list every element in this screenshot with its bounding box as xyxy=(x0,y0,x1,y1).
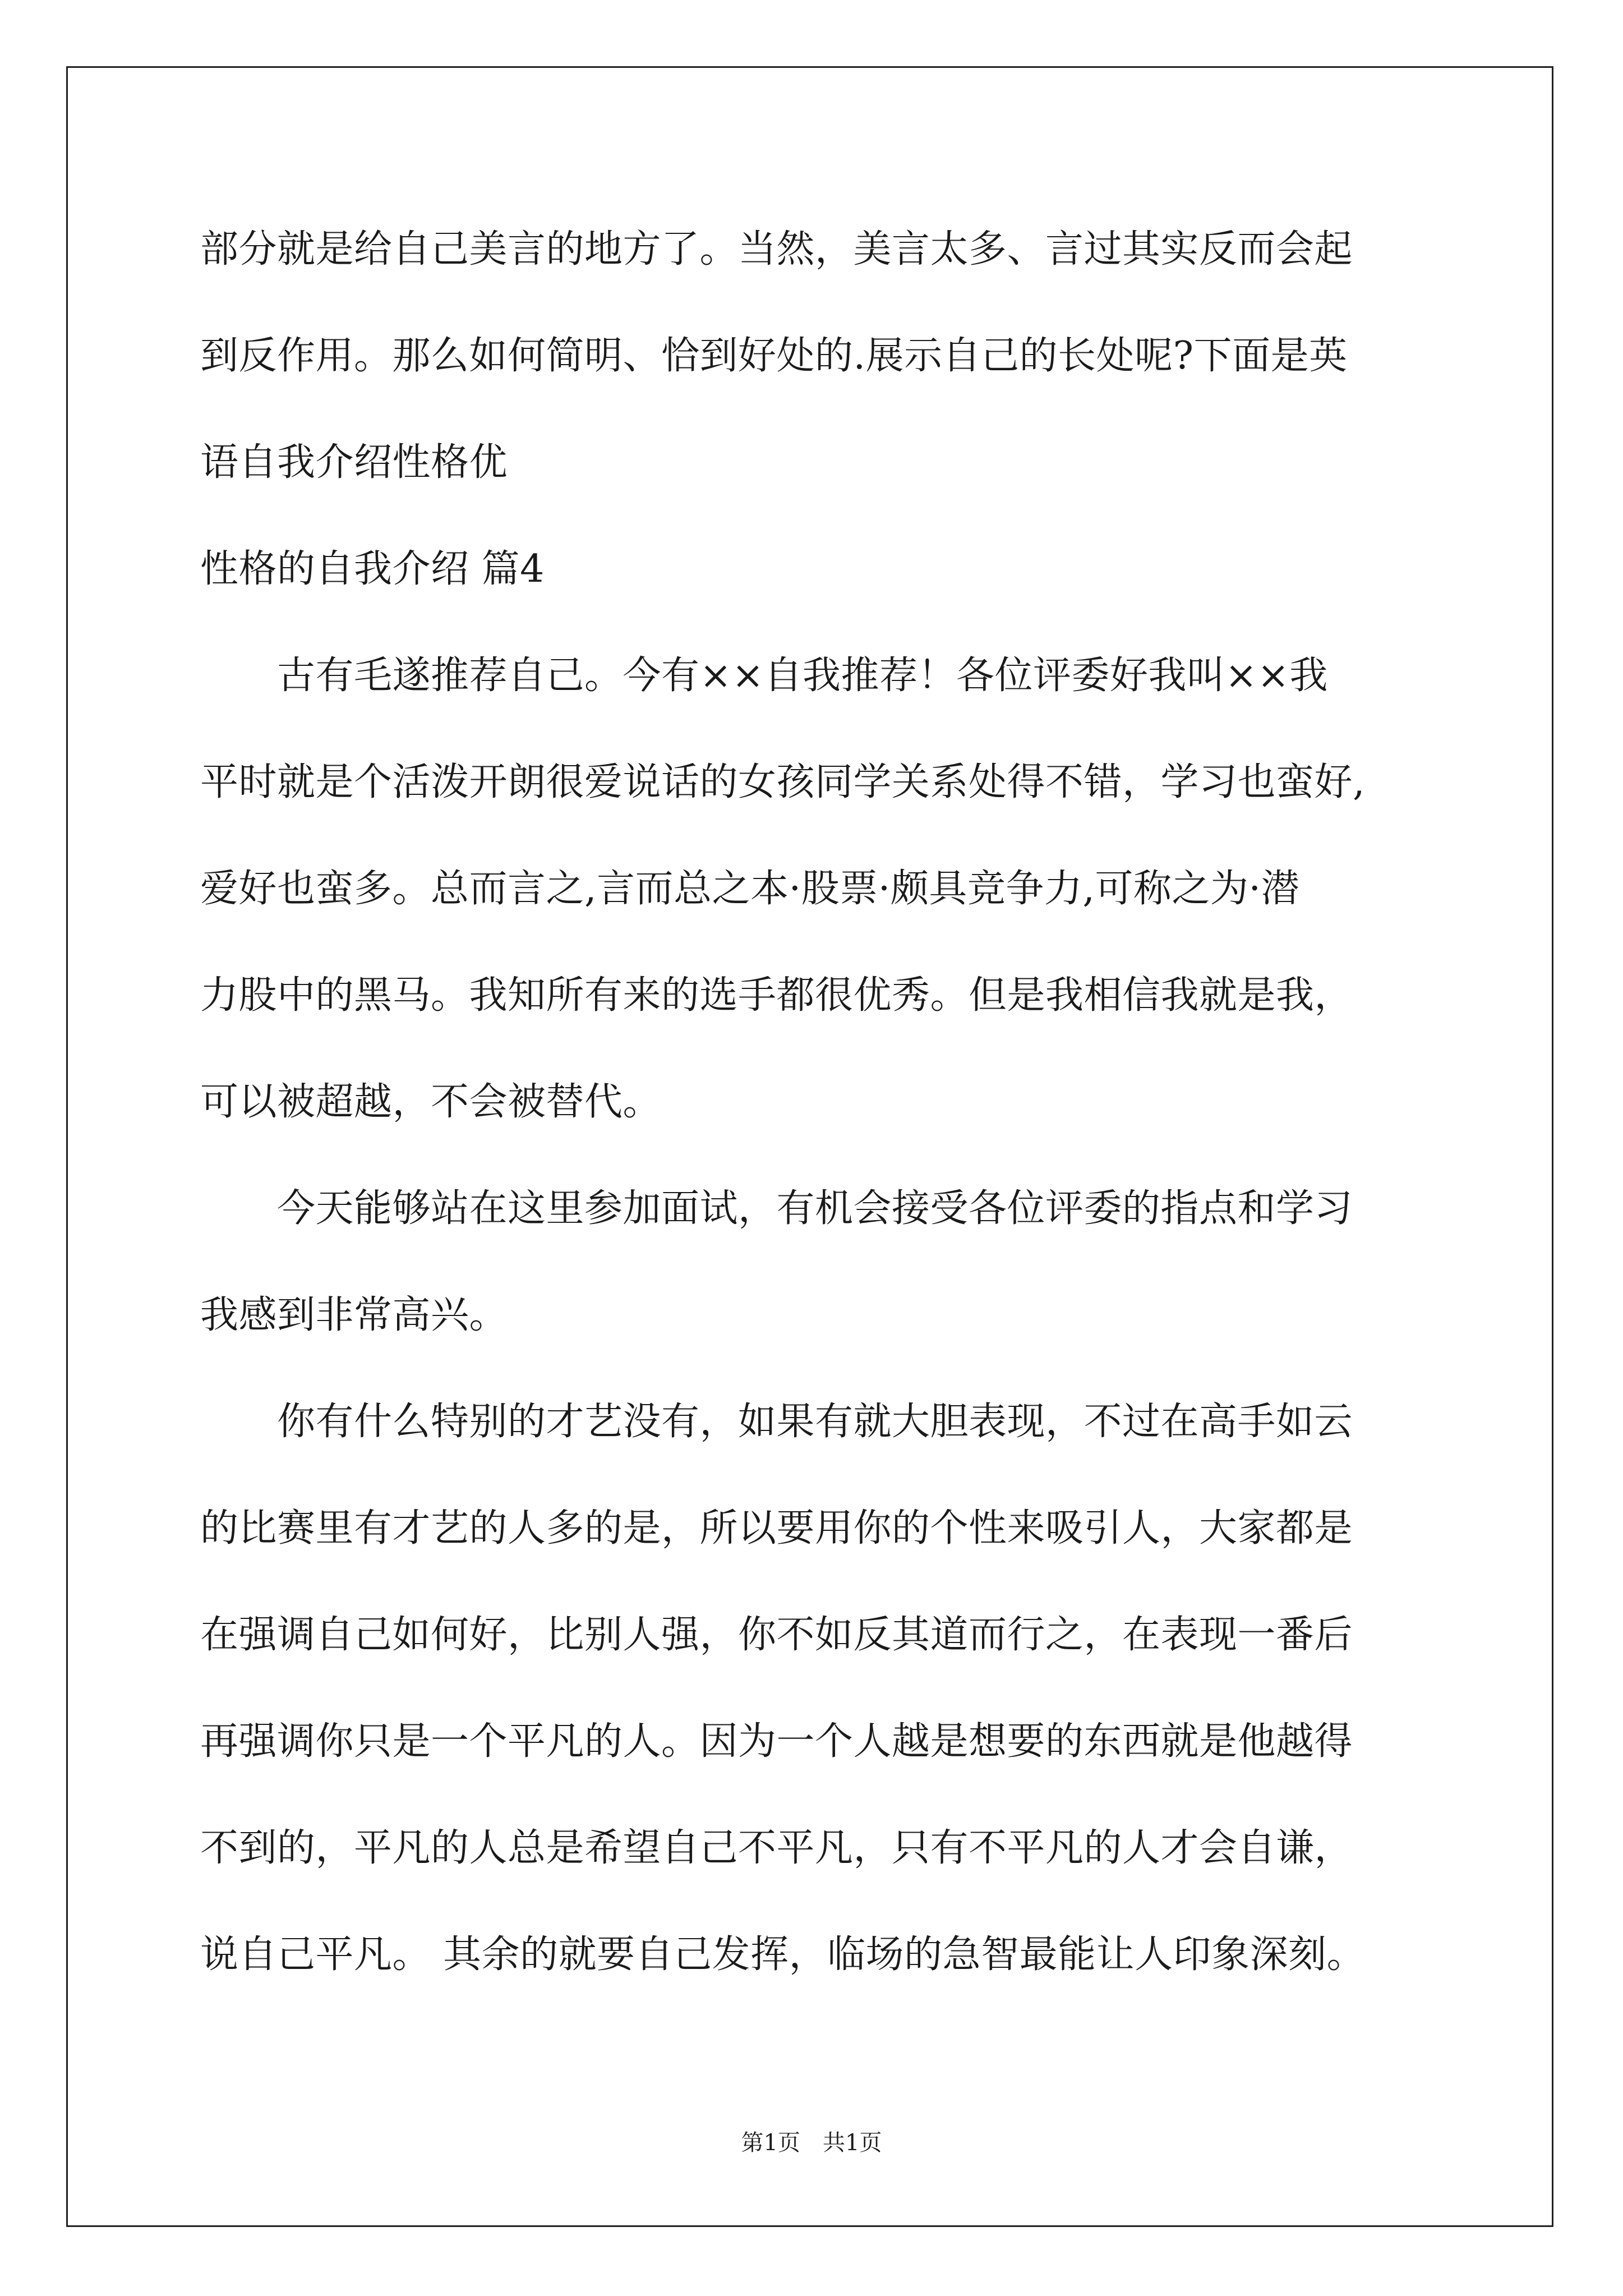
text-line: 再强调你只是一个平凡的人。因为一个人越是想要的东西就是他越得 xyxy=(200,1719,1353,1764)
text-line: 今天能够站在这里参加面试，有机会接受各位评委的指点和学习 xyxy=(200,1186,1353,1231)
section-heading: 性格的自我介绍 篇4 xyxy=(200,547,545,591)
text-line: 平时就是个活泼开朗很爱说话的女孩同学关系处得不错，学习也蛮好, xyxy=(200,760,1366,804)
text-line: 古有毛遂推荐自己。今有××自我推荐！各位评委好我叫××我 xyxy=(200,654,1328,698)
text-line: 不到的，平凡的人总是希望自己不平凡，只有不平凡的人才会自谦， xyxy=(200,1826,1353,1870)
text-line: 爱好也蛮多。总而言之,言而总之本·股票·颇具竞争力,可称之为·潜 xyxy=(200,867,1300,911)
text-line: 可以被超越，不会被替代。 xyxy=(200,1080,662,1124)
text-line: 你有什么特别的才艺没有，如果有就大胆表现，不过在高手如云 xyxy=(200,1400,1353,1444)
page-border xyxy=(66,66,1553,2227)
text-line: 语自我介绍性格优 xyxy=(200,440,508,485)
text-line: 力股中的黑马。我知所有来的选手都很优秀。但是我相信我就是我， xyxy=(200,973,1353,1018)
text-line: 部分就是给自己美言的地方了。当然，美言太多、言过其实反而会起 xyxy=(200,227,1353,272)
text-line: 说自己平凡。 其余的就要自己发挥，临场的急智最能让人印象深刻。 xyxy=(200,1932,1366,1977)
text-line: 我感到非常高兴。 xyxy=(200,1293,508,1337)
text-line: 到反作用。那么如何简明、恰到好处的.展示自己的长处呢?下面是英 xyxy=(200,334,1348,378)
text-line: 在强调自己如何好，比别人强，你不如反其道而行之，在表现一番后 xyxy=(200,1613,1353,1657)
page-footer: 第1页 共1页 xyxy=(741,2130,882,2156)
text-line: 的比赛里有才艺的人多的是，所以要用你的个性来吸引人，大家都是 xyxy=(200,1506,1353,1550)
